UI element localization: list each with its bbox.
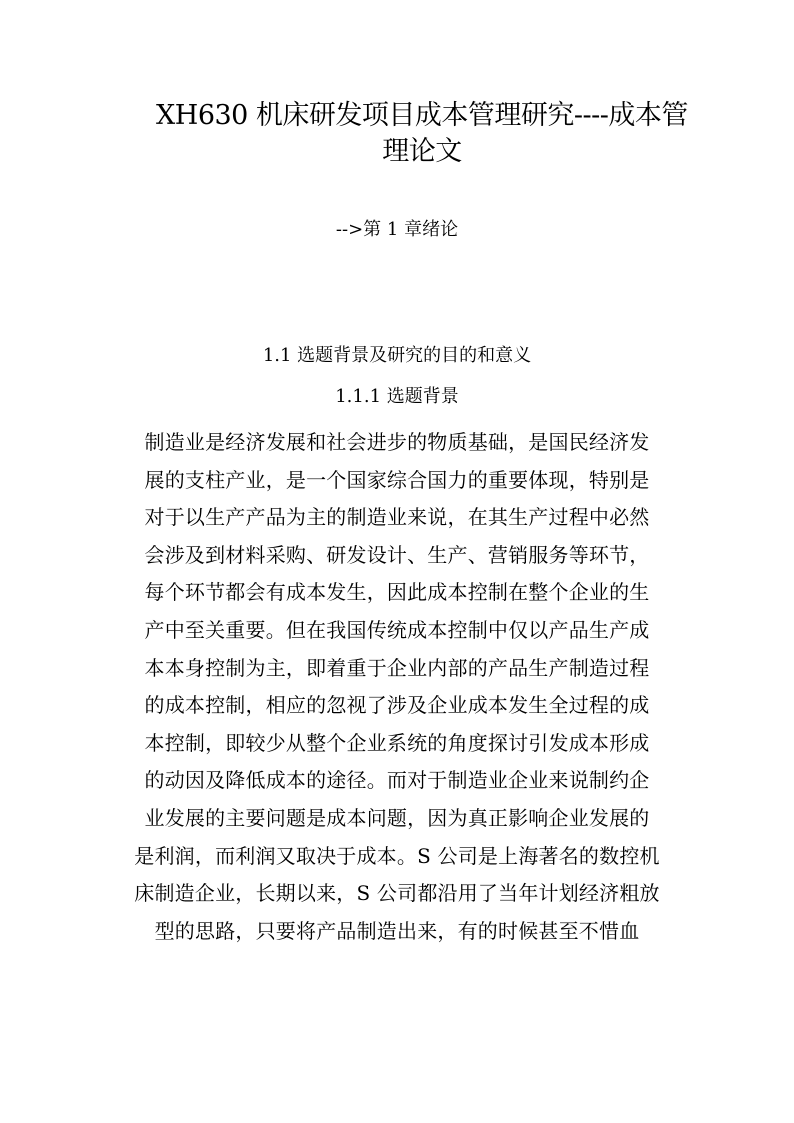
body-line: 床制造企业，长期以来，S 公司都沿用了当年计划经济粗放 [134, 881, 660, 906]
body-line: 制造业是经济发展和社会进步的物质基础，是国民经济发 [144, 430, 650, 454]
body-line: 每个环节都会有成本发生，因此成本控制在整个企业的生 [144, 580, 650, 605]
body-line: 本控制，即较少从整个企业系统的角度探讨引发成本形成 [144, 730, 650, 755]
body-line: 对于以生产产品为主的制造业来说，在其生产过程中必然 [144, 505, 650, 530]
body-line: 本本身控制为主，即着重于企业内部的产品生产制造过程 [144, 655, 650, 680]
chapter-heading: -->第 1 章绪论 [335, 219, 459, 240]
subsection-heading: 1.1.1 选题背景 [335, 386, 459, 407]
body-line: 的动因及降低成本的途径。而对于制造业企业来说制约企 [144, 768, 650, 793]
body-line: 业发展的主要问题是成本问题，因为真正影响企业发展的 [144, 805, 650, 830]
body-paragraph [100, 424, 694, 950]
body-line: 是利润，而利润又取决于成本。S 公司是上海著名的数控机 [134, 843, 660, 868]
body-line: 型的思路，只要将产品制造出来，有的时候甚至不惜血 [154, 918, 640, 943]
body-line: 产中至关重要。但在我国传统成本控制中仅以产品生产成 [144, 617, 650, 642]
body-line: 展的支柱产业，是一个国家综合国力的重要体现，特别是 [144, 467, 650, 492]
document-title: XH630 机床研发项目成本管理研究----成本管理论文 [156, 100, 688, 167]
section-heading: 1.1 选题背景及研究的目的和意义 [262, 345, 532, 366]
body-line: 会涉及到材料采购、研发设计、生产、营销服务等环节， [144, 542, 650, 567]
body-line: 的成本控制，相应的忽视了涉及企业成本发生全过程的成 [144, 693, 650, 718]
